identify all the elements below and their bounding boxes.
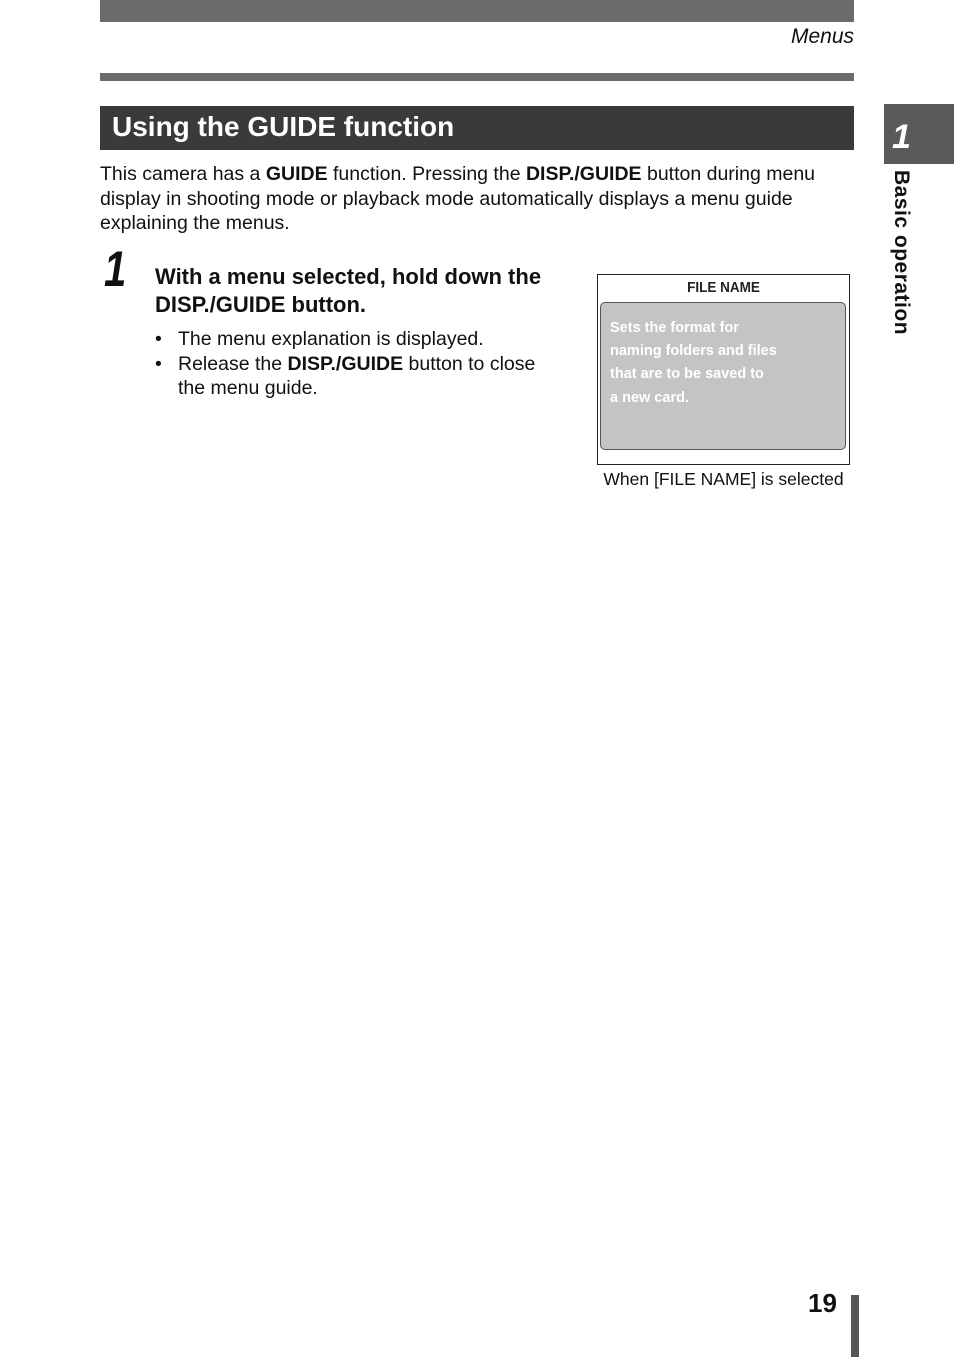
page-number: 19 — [808, 1288, 837, 1318]
bullet-bold: DISP./GUIDE — [287, 352, 404, 375]
menu-guide-line: a new card. — [610, 389, 689, 406]
intro-bold-1: GUIDE — [265, 163, 328, 185]
intro-text-2: function. Pressing the — [327, 163, 526, 185]
section-title: Using the GUIDE function — [112, 111, 455, 142]
menu-guide-line: Sets the format for — [610, 320, 739, 336]
menu-guide-line: naming folders and files — [610, 343, 777, 360]
running-header: Menus — [790, 25, 854, 48]
screen-illustration-title: FILE NAME — [687, 279, 760, 296]
intro-paragraph — [100, 162, 860, 236]
menu-guide-text — [610, 317, 830, 410]
menu-guide-line: that are to be saved to — [610, 366, 764, 383]
step-bullet-list — [155, 327, 545, 401]
intro-bold-2: DISP./GUIDE — [525, 163, 642, 185]
page-edge-bar — [851, 1295, 859, 1357]
step-number: 1 — [104, 241, 127, 297]
figure-caption: When [FILE NAME] is selected — [603, 469, 844, 489]
bullet-text: Release the — [178, 352, 288, 375]
intro-text-1: This camera has a — [100, 163, 266, 185]
chapter-title: Basic operation — [890, 170, 913, 336]
step-instruction: With a menu selected, hold down the DISP./GUIDE button. — [155, 264, 542, 317]
chapter-number: 1 — [892, 118, 911, 156]
bullet-text: The menu explanation is displayed. — [178, 328, 484, 350]
header-rule — [100, 73, 854, 81]
bullet-item — [155, 352, 545, 401]
top-decorative-bar — [100, 0, 854, 22]
bullet-text: button to close the menu guide. — [178, 352, 536, 399]
intro-text-3: button during menu display in shooting mode or playback mode automatically displays a menu guide explaining the menus. — [100, 163, 816, 234]
bullet-item — [155, 327, 545, 352]
